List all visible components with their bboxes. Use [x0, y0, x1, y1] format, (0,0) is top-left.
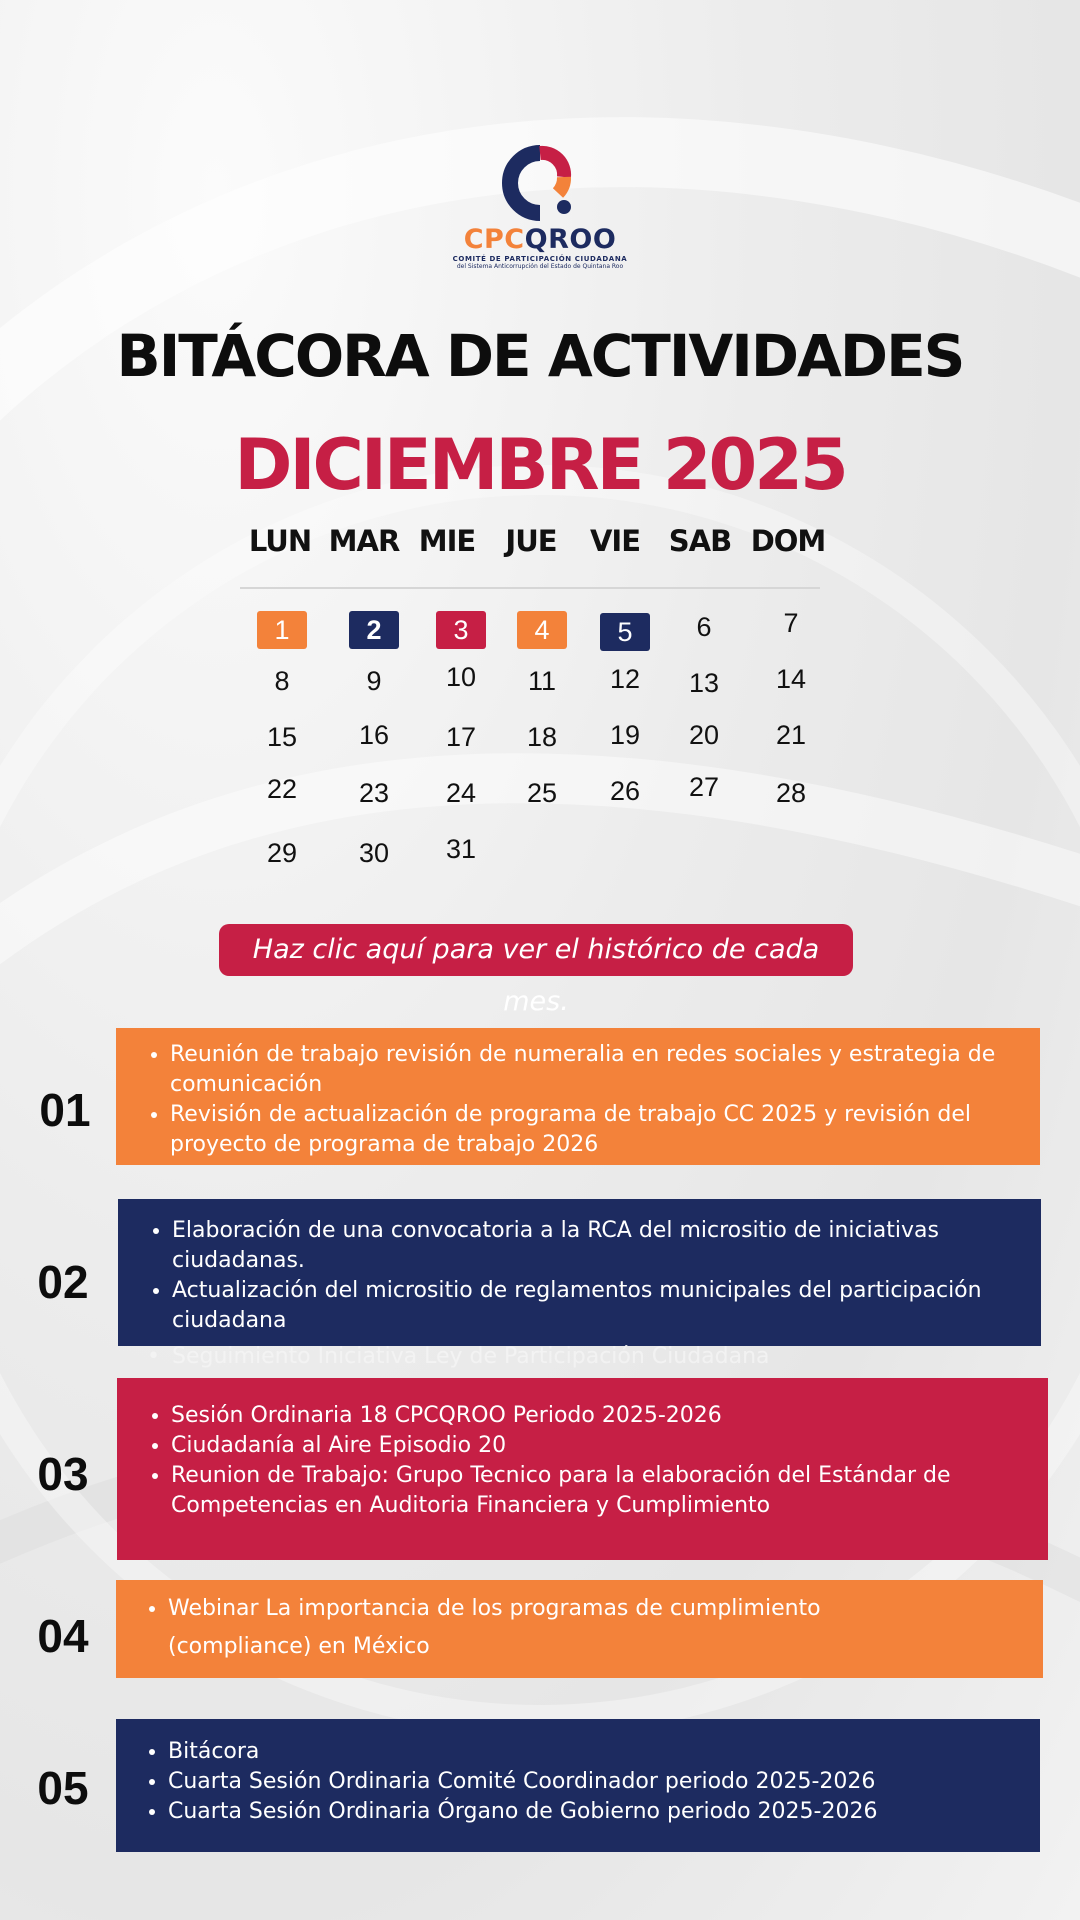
calendar-day-29: 29: [266, 838, 298, 868]
activity-03-item-3: • Reunion de Trabajo: Grupo Tecnico para la elaboración del Estándar de Competencias en Auditoria Financiera y Cumplimiento: [171, 1461, 1031, 1521]
calendar-day-18: 18: [526, 722, 558, 752]
calendar-day-6: 6: [696, 612, 712, 642]
calendar-day-2[interactable]: 2: [349, 611, 399, 649]
weekday-mar: MAR: [328, 524, 400, 558]
calendar-day-19: 19: [609, 720, 641, 750]
activity-02-item-2: • Actualización del micrositio de reglamentos municipales del participación ciudadana: [172, 1276, 1032, 1336]
calendar-day-3[interactable]: 3: [436, 611, 486, 649]
calendar-day-31: 31: [445, 834, 477, 864]
weekday-vie: VIE: [589, 524, 641, 558]
activity-number-02: 02: [37, 1256, 89, 1308]
calendar-day-20: 20: [688, 720, 720, 750]
calendar-day-1[interactable]: 1: [257, 611, 307, 649]
activity-05-item-1: • Bitácora: [168, 1737, 1028, 1767]
activity-number-03: 03: [37, 1448, 89, 1500]
weekday-lun: LUN: [248, 524, 312, 558]
calendar-day-15: 15: [266, 722, 298, 752]
activity-02-item-1: • Elaboración de una convocatoria a la RCA del micrositio de iniciativas ciudadanas.: [172, 1216, 1032, 1276]
calendar-day-23: 23: [358, 778, 390, 808]
calendar-day-13: 13: [688, 668, 720, 698]
activity-number-05: 05: [37, 1762, 89, 1814]
logo-wordmark-qroo: QROO: [524, 224, 617, 255]
weekday-jue: JUE: [505, 524, 557, 558]
page-title: BITÁCORA DE ACTIVIDADES: [116, 322, 964, 390]
activity-box-02: [118, 1199, 1041, 1346]
activity-box-03: [117, 1378, 1048, 1560]
calendar-day-12: 12: [609, 664, 641, 694]
calendar-day-25: 25: [526, 778, 558, 808]
calendar-day-8: 8: [274, 666, 290, 696]
activity-number-04: 04: [37, 1610, 89, 1662]
calendar-day-16: 16: [358, 720, 390, 750]
activity-03-item-2: • Ciudadanía al Aire Episodio 20: [171, 1431, 1031, 1461]
logo-wordmark-cpc: CPC: [463, 224, 525, 255]
cpcqroo-logo-icon: [502, 145, 578, 223]
activity-box-05: [116, 1719, 1040, 1852]
calendar-day-21: 21: [775, 720, 807, 750]
activity-number-01: 01: [39, 1084, 91, 1136]
activity-04-item-1: • Webinar La importancia de los programas de cumplimiento (compliance) en México: [168, 1590, 948, 1666]
calendar-divider: [240, 587, 820, 589]
calendar-day-30: 30: [358, 838, 390, 868]
calendar-day-22: 22: [266, 774, 298, 804]
calendar-day-14: 14: [775, 664, 807, 694]
calendar-day-24: 24: [445, 778, 477, 808]
calendar-day-27: 27: [688, 772, 720, 802]
activity-05-item-2: • Cuarta Sesión Ordinaria Comité Coordinador periodo 2025-2026: [168, 1767, 1028, 1797]
calendar-day-9: 9: [366, 666, 382, 696]
logo-subtitle-2: del Sistema Anticorrupción del Estado de Quintana Roo: [456, 263, 624, 270]
calendar-day-28: 28: [775, 778, 807, 808]
cpcqroo-logo: [440, 145, 640, 271]
history-link-button[interactable]: Haz clic aquí para ver el histórico de cada mes.: [219, 924, 853, 976]
calendar-day-7: 7: [783, 608, 799, 638]
logo-subtitle-1: COMITÉ DE PARTICIPACIÓN CIUDADANA: [452, 255, 628, 263]
activity-box-04: [116, 1580, 1043, 1678]
calendar-day-17: 17: [445, 722, 477, 752]
calendar-day-10: 10: [445, 662, 477, 692]
activity-05-item-3: • Cuarta Sesión Ordinaria Órgano de Gobierno periodo 2025-2026: [168, 1797, 1028, 1827]
calendar-day-5[interactable]: 5: [600, 613, 650, 651]
calendar-day-4[interactable]: 4: [517, 611, 567, 649]
activity-01-item-1: • Reunión de trabajo revisión de numeralia en redes sociales y estrategia de comunicación: [170, 1040, 1010, 1100]
weekday-mie: MIE: [418, 524, 476, 558]
activity-01-item-2: • Revisión de actualización de programa de trabajo CC 2025 y revisión del proyecto de programa de trabajo 2026: [170, 1100, 1010, 1160]
weekday-sab: SAB: [668, 524, 732, 558]
activity-03-item-1: • Sesión Ordinaria 18 CPCQROO Periodo 2025-2026: [171, 1401, 1031, 1431]
weekday-dom: DOM: [750, 524, 826, 558]
calendar-weekday-header: [240, 524, 830, 564]
month-title: DICIEMBRE 2025: [234, 424, 846, 506]
logo-wordmark: [440, 225, 640, 255]
activity-box-01: [116, 1028, 1040, 1165]
activity-02-item-3: • Seguimiento Iniciativa Ley de Participación Ciudadana: [172, 1342, 770, 1372]
calendar-day-26: 26: [609, 776, 641, 806]
calendar-day-11: 11: [527, 666, 557, 696]
